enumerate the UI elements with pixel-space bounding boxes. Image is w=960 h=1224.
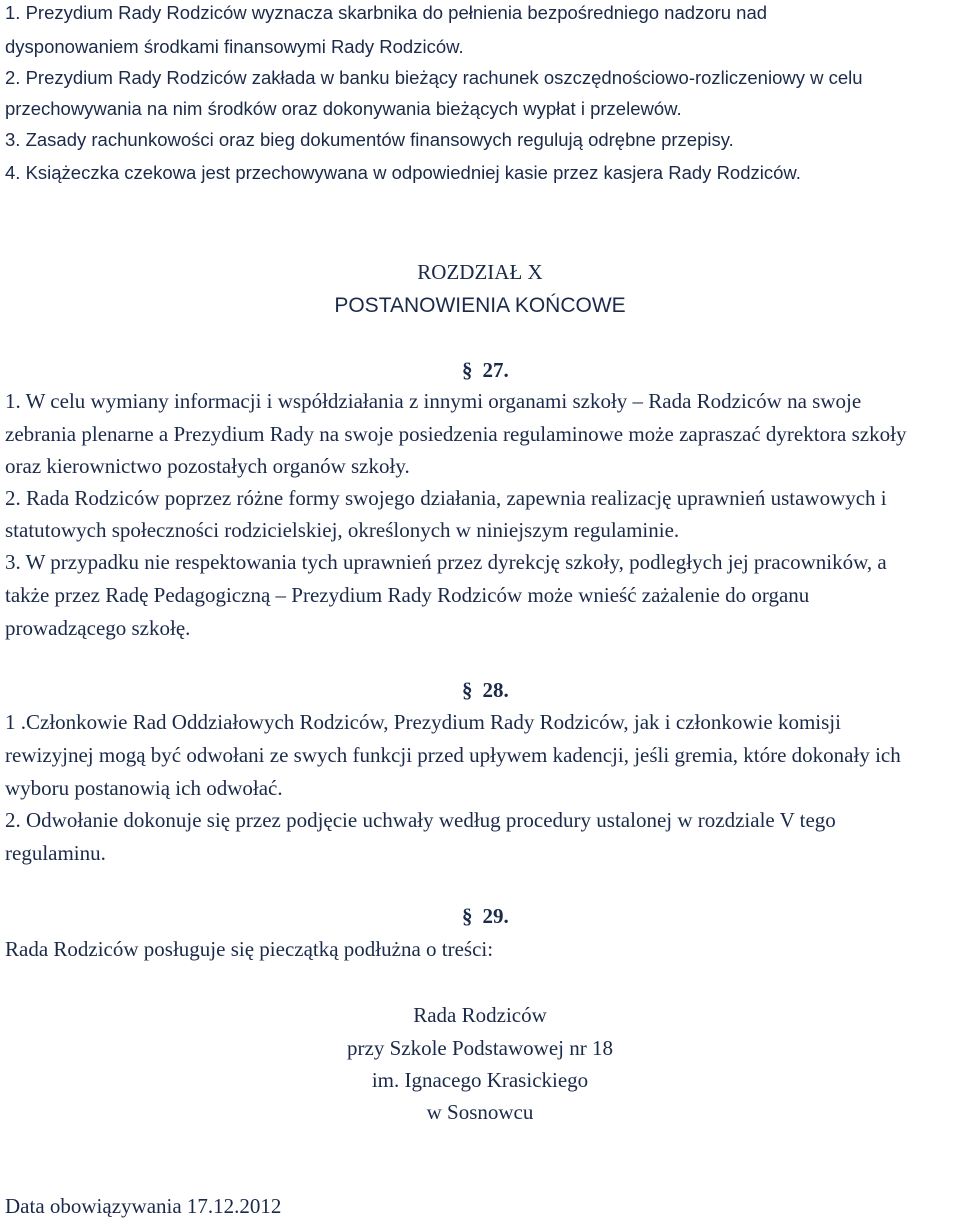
section-symbol: § (462, 678, 473, 702)
paragraph-line: także przez Radę Pedagogiczną – Prezydium Rady Rodziców może wnieść zażalenie do organu (5, 583, 810, 607)
paragraph-line: prowadzącego szkołę. (5, 616, 191, 640)
stamp-line: im. Ignacego Krasickiego (371, 1068, 589, 1092)
paragraph-line: wyboru postanowią ich odwołać. (5, 776, 283, 800)
paragraph-line: Rada Rodziców posługuje się pieczątką podłużna o treści: (5, 937, 494, 961)
paragraph-line: 3. Zasady rachunkowości oraz bieg dokumentów finansowych regulują odrębne przepisy. (5, 129, 734, 150)
section-number: 28. (482, 678, 509, 702)
section-heading (462, 906, 509, 927)
paragraph-line: zebrania plenarne a Prezydium Rady na swoje posiedzenia regulaminowe może zapraszać dyrektora szkoły (5, 422, 907, 446)
paragraph-line: regulaminu. (5, 841, 106, 865)
paragraph-line: statutowych społeczności rodzicielskiej, określonych w niniejszym regulaminie. (5, 518, 680, 542)
paragraph-line: oraz kierownictwo pozostałych organów szkoły. (5, 454, 410, 478)
paragraph-line: 1. Prezydium Rady Rodziców wyznacza skarbnika do pełnienia bezpośredniego nadzoru nad (5, 2, 768, 23)
paragraph-line: 1 .Członkowie Rad Oddziałowych Rodziców, Prezydium Rady Rodziców, jak i członkowie komisji (5, 710, 841, 734)
section-number: 29. (482, 904, 509, 928)
section-number: 27. (482, 358, 509, 382)
stamp-line: w Sosnowcu (426, 1100, 534, 1124)
stamp-line: przy Szkole Podstawowej nr 18 (347, 1036, 613, 1060)
paragraph-line: 2. Rada Rodziców poprzez różne formy swojego działania, zapewnia realizację uprawnień ustawowych i (5, 486, 887, 510)
paragraph-line: 2. Prezydium Rady Rodziców zakłada w banku bieżący rachunek oszczędnościowo-rozliczeniowy w celu (5, 67, 863, 88)
chapter-number: ROZDZIAŁ X (417, 260, 543, 284)
paragraph-line: przechowywania na nim środków oraz dokonywania bieżących wypłat i przelewów. (5, 98, 682, 119)
section-heading (462, 360, 509, 381)
paragraph-line: 2. Odwołanie dokonuje się przez podjęcie uchwały według procedury ustalonej w rozdziale V tego (5, 808, 836, 832)
validity-date: Data obowiązywania 17.12.2012 (5, 1194, 282, 1218)
paragraph-line: 1. W celu wymiany informacji i współdziałania z innymi organami szkoły – Rada Rodziców na swoje (5, 389, 862, 413)
paragraph-line: 3. W przypadku nie respektowania tych uprawnień przez dyrekcję szkoły, podległych jej pracowników, a (5, 550, 887, 574)
stamp-line: Rada Rodziców (413, 1003, 547, 1027)
section-heading (462, 680, 509, 701)
paragraph-line: rewizyjnej mogą być odwołani ze swych funkcji przed upływem kadencji, jeśli gremia, które dokonały ich (5, 743, 901, 767)
section-symbol: § (462, 904, 473, 928)
chapter-title: POSTANOWIENIA KOŃCOWE (334, 294, 626, 317)
paragraph-line: dysponowaniem środkami finansowymi Rady Rodziców. (5, 36, 464, 57)
section-symbol: § (462, 358, 473, 382)
paragraph-line: 4. Książeczka czekowa jest przechowywana w odpowiedniej kasie przez kasjera Rady Rodziców. (5, 162, 801, 183)
